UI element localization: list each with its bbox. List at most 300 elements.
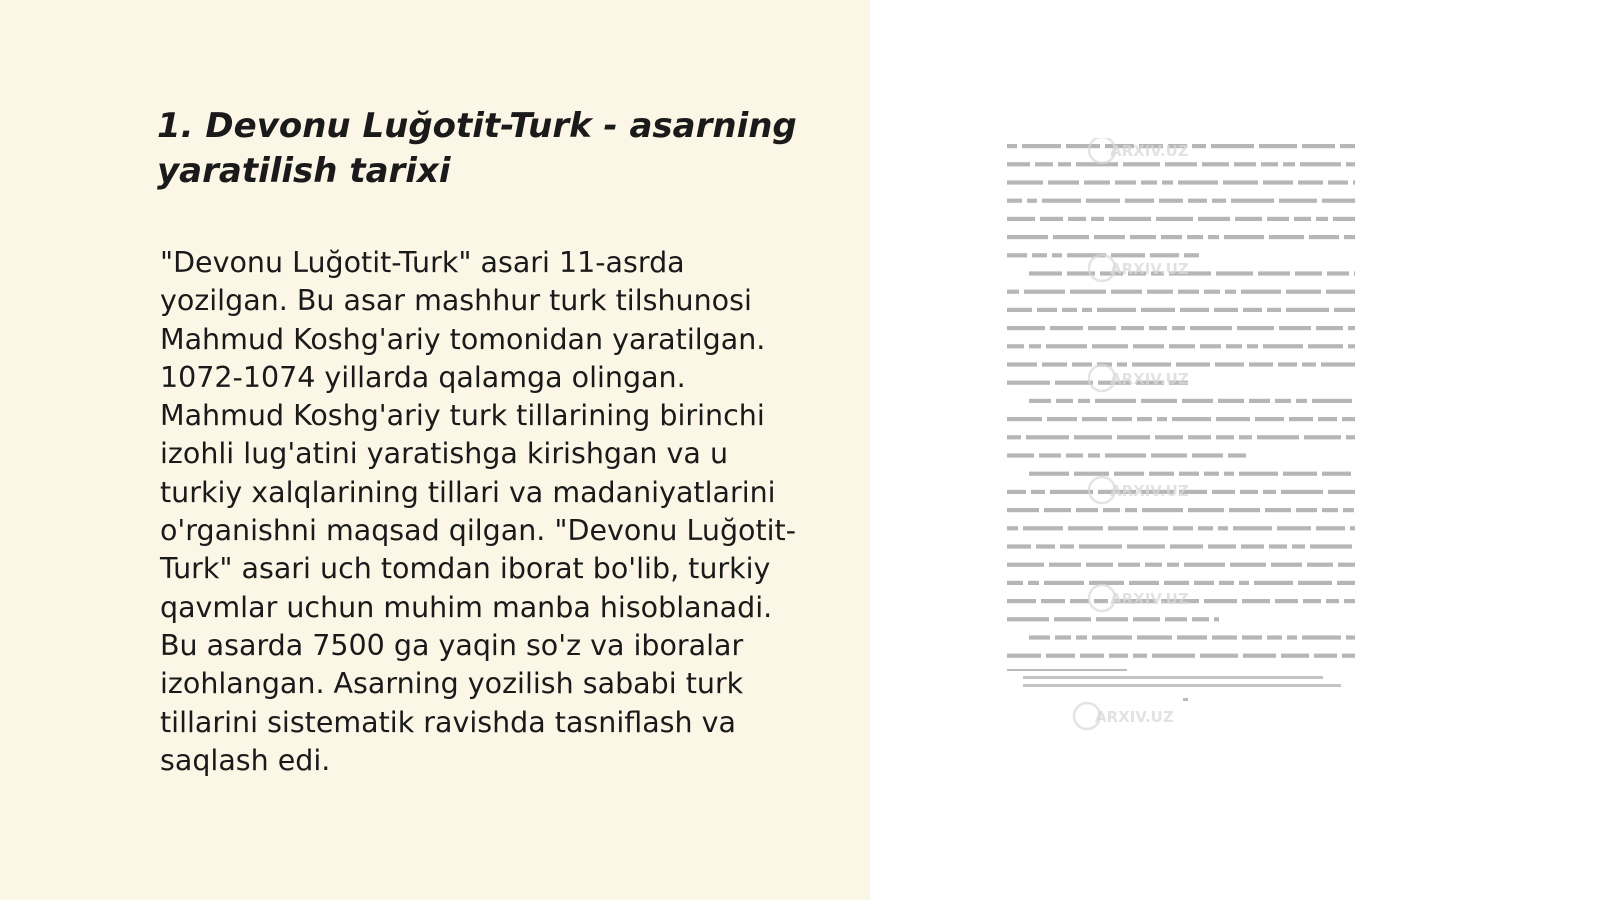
text-line-word (1111, 253, 1145, 257)
watermark-text: ARXIV.UZ (1110, 370, 1189, 388)
text-line-word (1180, 308, 1209, 312)
text-line-word (1091, 217, 1104, 221)
text-line-word (1040, 217, 1063, 221)
text-line-word (1117, 435, 1150, 439)
text-line-word (1202, 162, 1229, 166)
text-line-word (1241, 544, 1264, 548)
text-line-word (1046, 654, 1075, 658)
text-line-word (1194, 581, 1214, 585)
text-line-word (1032, 253, 1047, 257)
text-line-word (1053, 235, 1089, 239)
text-line-word (1097, 308, 1136, 312)
footnote-line (1023, 676, 1323, 679)
text-line-word (1142, 508, 1183, 512)
slide-body-text (160, 244, 840, 780)
text-line-word (1277, 526, 1311, 530)
text-line-word (1086, 563, 1113, 567)
text-line-word (1114, 472, 1144, 476)
text-line-word (1223, 180, 1258, 184)
text-line-word (1007, 435, 1021, 439)
text-line-word (1145, 563, 1162, 567)
text-line-word (1094, 235, 1125, 239)
text-line-word (1078, 399, 1090, 403)
text-line-word (1198, 217, 1230, 221)
text-line-word (1159, 199, 1183, 203)
text-line-word (1031, 490, 1045, 494)
text-line-word (1265, 508, 1291, 512)
text-line-word (1275, 399, 1291, 403)
text-line-word (1007, 144, 1017, 148)
text-line-word (1044, 508, 1071, 512)
text-line-word (1233, 526, 1272, 530)
text-line-word (1162, 180, 1173, 184)
text-line-word (1092, 635, 1132, 639)
text-line-word (1334, 308, 1355, 312)
slide-title (157, 104, 817, 194)
text-line-word (1123, 162, 1160, 166)
text-line-word (1076, 508, 1098, 512)
text-line-word (1218, 526, 1228, 530)
text-line-word (1216, 435, 1234, 439)
body-line: tillarini sistematik ravishda tasniflash va (160, 705, 736, 739)
text-line-word (1328, 180, 1348, 184)
text-line-word (1239, 472, 1278, 476)
text-line-word (1161, 235, 1182, 239)
text-line-word (1340, 144, 1355, 148)
text-line-word (1147, 290, 1173, 294)
text-line-word (1242, 635, 1262, 639)
text-line-word (1088, 453, 1100, 457)
text-line-word (1115, 180, 1136, 184)
text-line-word (1088, 326, 1116, 330)
text-line-word (1353, 180, 1355, 184)
text-line-word (1028, 581, 1039, 585)
text-line-word (1007, 508, 1039, 512)
text-line-word (1309, 235, 1339, 239)
text-line-word (1188, 199, 1207, 203)
text-line-word (1118, 563, 1140, 567)
text-line-word (1127, 544, 1165, 548)
text-line-word (1007, 490, 1026, 494)
text-line-word (1302, 144, 1335, 148)
text-line-word (1242, 599, 1270, 603)
text-line-word (1281, 654, 1309, 658)
watermark-text: ARXIV.UZ (1095, 708, 1174, 726)
text-line-word (1267, 308, 1281, 312)
text-line-word (1149, 326, 1167, 330)
text-line-word (1214, 617, 1219, 621)
text-line-word (1231, 199, 1274, 203)
text-line-word (1060, 544, 1074, 548)
text-line-word (1322, 199, 1355, 203)
text-line-word (1137, 635, 1172, 639)
text-line-word (1082, 417, 1107, 421)
text-line-word (1151, 453, 1187, 457)
text-line-word (1109, 217, 1151, 221)
text-line-word (1302, 362, 1316, 366)
text-line-word (1007, 581, 1023, 585)
text-line-word (1226, 344, 1242, 348)
text-line-word (1287, 635, 1297, 639)
text-line-word (1149, 472, 1174, 476)
text-line-word (1296, 399, 1307, 403)
text-line-word (1129, 581, 1159, 585)
text-line-word (1240, 490, 1258, 494)
text-line-word (1007, 308, 1032, 312)
text-line-word (1316, 217, 1328, 221)
text-line-word (1007, 526, 1018, 530)
text-line-word (1342, 417, 1355, 421)
text-line-word (1298, 180, 1323, 184)
text-line-word (1286, 308, 1329, 312)
slide-title-line-1: 1. Devonu Luğotit-Turk - asarning (157, 106, 797, 146)
text-line-word (1241, 290, 1281, 294)
text-line-word (1267, 635, 1282, 639)
text-line-word (1310, 544, 1352, 548)
text-line-word (1050, 326, 1083, 330)
body-line: turkiy xalqlarining tillari va madaniyatlarini (160, 475, 776, 509)
text-line-word (1141, 180, 1157, 184)
text-line-word (1007, 544, 1031, 548)
text-line-word (1312, 399, 1352, 403)
text-line-word (1200, 344, 1221, 348)
text-line-word (1204, 599, 1237, 603)
text-line-word (1165, 162, 1197, 166)
text-line-word (1022, 144, 1061, 148)
text-line-word (1058, 162, 1071, 166)
text-line-word (1007, 180, 1043, 184)
text-line-word (1326, 599, 1339, 603)
text-line-word (1235, 217, 1262, 221)
text-line-word (1286, 290, 1321, 294)
text-line-word (1234, 162, 1256, 166)
text-line-word (1198, 526, 1213, 530)
text-line-word (1215, 362, 1244, 366)
text-line-word (1103, 508, 1120, 512)
text-line-word (1156, 217, 1193, 221)
text-line-word (1172, 417, 1211, 421)
text-line-word (1111, 290, 1142, 294)
text-line-word (1328, 490, 1355, 494)
text-line-word (1084, 180, 1110, 184)
text-line-word (1212, 635, 1237, 639)
slide-title-line-2: yaratilish tarixi (157, 151, 451, 191)
text-line-word (1243, 308, 1262, 312)
text-line-word (1254, 581, 1293, 585)
page-number (1183, 698, 1188, 701)
text-line-word (1307, 563, 1333, 567)
text-line-word (1023, 526, 1063, 530)
body-line: "Devonu Luğotit-Turk" asari 11-asrda (160, 246, 685, 279)
text-line-word (1190, 326, 1232, 330)
text-line-word (1304, 435, 1341, 439)
text-line-word (1348, 326, 1355, 330)
text-line-word (1074, 435, 1112, 439)
text-line-word (1079, 544, 1122, 548)
text-line-word (1278, 362, 1297, 366)
text-line-word (1108, 526, 1138, 530)
text-line-word (1243, 654, 1276, 658)
text-line-word (1296, 508, 1317, 512)
text-line-word (1211, 144, 1254, 148)
text-line-word (1283, 472, 1317, 476)
text-line-word (1269, 544, 1287, 548)
text-line-word (1344, 599, 1355, 603)
text-line-word (1188, 435, 1211, 439)
text-line-word (1343, 508, 1354, 512)
text-line-word (1188, 508, 1224, 512)
text-line-word (1054, 617, 1091, 621)
text-line-word (1192, 453, 1223, 457)
text-line-word (1283, 162, 1295, 166)
text-line-word (1218, 399, 1244, 403)
text-line-word (1224, 472, 1234, 476)
text-line-word (1133, 654, 1147, 658)
text-line-word (1229, 508, 1260, 512)
text-line-word (1035, 162, 1053, 166)
watermark-text: ARXIV.UZ (1110, 482, 1189, 500)
text-line-word (1169, 344, 1195, 348)
body-line: Bu asarda 7500 ga yaqin so'z va iboralar (160, 628, 744, 662)
body-line: qavmlar uchun muhim manba hisoblanadi. (160, 590, 773, 624)
text-line-word (1072, 362, 1092, 366)
body-line: yozilgan. Bu asar mashhur turk tilshunosi (160, 284, 752, 318)
scanned-book-page-image (1007, 138, 1372, 738)
text-line-word (1263, 344, 1303, 348)
body-line: Turk" asari uch tomdan iborat bo'lib, turkiy (160, 552, 771, 586)
text-line-word (1249, 399, 1270, 403)
text-line-word (1141, 308, 1175, 312)
text-line-word (1056, 399, 1073, 403)
text-line-word (1237, 326, 1274, 330)
text-line-word (1046, 344, 1087, 348)
text-line-word (1177, 635, 1207, 639)
text-line-word (1316, 326, 1343, 330)
text-line-word (1214, 308, 1238, 312)
text-line-word (1230, 563, 1266, 567)
text-line-word (1279, 326, 1311, 330)
text-line-word (1212, 199, 1226, 203)
body-line: Mahmud Koshg'ariy turk tillarining birinchi (160, 399, 765, 433)
text-line-word (1318, 417, 1337, 421)
text-line-word (1289, 417, 1313, 421)
text-line-word (1029, 635, 1050, 639)
text-line-word (1292, 544, 1305, 548)
text-line-word (1007, 617, 1049, 621)
watermark-text: ARXIV.UZ (1110, 590, 1189, 608)
text-line-word (1050, 490, 1093, 494)
text-line-word (1170, 544, 1203, 548)
text-line-word (1044, 581, 1084, 585)
text-line-word (1095, 399, 1136, 403)
text-line-word (1298, 581, 1332, 585)
text-line-word (1212, 490, 1235, 494)
text-line-word (1255, 417, 1284, 421)
text-line-word (1295, 271, 1322, 275)
text-line-word (1039, 453, 1061, 457)
text-line-word (1143, 526, 1168, 530)
text-line-word (1321, 362, 1355, 366)
text-line-word (1327, 271, 1349, 275)
text-line-word (1092, 344, 1128, 348)
text-line-word (1348, 344, 1355, 348)
text-line-word (1109, 654, 1128, 658)
text-line-word (1007, 654, 1041, 658)
text-line-word (1121, 326, 1144, 330)
text-line-word (1055, 381, 1093, 385)
text-line-word (1247, 344, 1258, 348)
text-line-word (1130, 235, 1156, 239)
text-line-word (1007, 253, 1027, 257)
text-line-word (1007, 362, 1037, 366)
text-line-word (1263, 490, 1276, 494)
text-line-word (1157, 417, 1167, 421)
text-line-word (1042, 199, 1081, 203)
text-line-word (1281, 490, 1323, 494)
text-line-word (1173, 526, 1193, 530)
text-line-word (1096, 617, 1128, 621)
text-line-word (1055, 635, 1071, 639)
text-line-word (1037, 308, 1057, 312)
text-line-word (1074, 472, 1109, 476)
body-line: izohli lug'atini yaratishga kirishgan va u (160, 437, 729, 471)
watermark-text: ARXIV.UZ (1110, 142, 1189, 160)
text-line-word (1007, 453, 1034, 457)
text-line-word (1112, 417, 1132, 421)
text-line-word (1086, 199, 1120, 203)
text-line-word (1024, 290, 1065, 294)
text-line-word (1322, 508, 1338, 512)
text-line-word (1308, 344, 1343, 348)
text-line-word (1267, 217, 1289, 221)
text-line-word (1137, 417, 1152, 421)
text-line-word (1076, 635, 1087, 639)
text-line-word (1354, 271, 1355, 275)
text-line-word (1070, 599, 1089, 603)
text-line-word (1208, 235, 1219, 239)
text-line-word (1176, 362, 1210, 366)
text-line-word (1133, 344, 1164, 348)
text-line-word (1007, 417, 1042, 421)
text-line-word (1052, 253, 1062, 257)
scanned-page-illustration (1007, 138, 1372, 738)
text-line-word (1049, 563, 1081, 567)
footnote-line (1023, 684, 1341, 687)
text-line-word (1219, 581, 1234, 585)
text-line-word (1350, 526, 1355, 530)
text-line-word (1179, 472, 1199, 476)
text-line-word (1125, 199, 1154, 203)
text-line-word (1346, 435, 1355, 439)
text-line-word (1029, 344, 1041, 348)
text-line-word (1269, 235, 1304, 239)
text-line-word (1178, 290, 1199, 294)
text-line-word (1117, 362, 1127, 366)
text-line-word (1314, 654, 1337, 658)
text-line-word (1141, 399, 1177, 403)
body-line: o'rganishni maqsad qilgan. "Devonu Luğotit- (160, 514, 797, 548)
text-line-word (1259, 144, 1297, 148)
text-line-word (1007, 599, 1036, 603)
text-line-word (1294, 217, 1311, 221)
text-line-word (1007, 199, 1022, 203)
text-line-word (1208, 544, 1236, 548)
text-line-word (1224, 235, 1264, 239)
text-line-word (1105, 453, 1146, 457)
text-line-word (1027, 199, 1037, 203)
text-line-word (1225, 290, 1236, 294)
text-line-word (1344, 235, 1355, 239)
body-line: saqlash edi. (160, 743, 331, 777)
text-line-word (1300, 162, 1341, 166)
text-line-word (1029, 399, 1051, 403)
text-line-word (1271, 563, 1302, 567)
text-line-word (1316, 526, 1345, 530)
text-line-word (1029, 271, 1062, 275)
text-line-word (1228, 453, 1246, 457)
text-line-word (1150, 253, 1179, 257)
text-line-word (1333, 217, 1355, 221)
text-line-word (1342, 654, 1355, 658)
text-line-word (1187, 235, 1203, 239)
text-line-word (1338, 563, 1355, 567)
text-line-word (1036, 544, 1055, 548)
body-line: Mahmud Koshg'ariy tomonidan yaratilgan. (160, 322, 766, 356)
text-line-word (1216, 271, 1253, 275)
text-line-word (1326, 290, 1355, 294)
body-line: izohlangan. Asarning yozilish sababi turk (160, 667, 744, 701)
text-line-word (1275, 599, 1298, 603)
text-line-word (1047, 417, 1077, 421)
text-line-word (1132, 362, 1171, 366)
text-line-word (1007, 344, 1024, 348)
text-line-word (1007, 381, 1050, 385)
text-line-word (1029, 472, 1069, 476)
text-line-word (1167, 563, 1179, 567)
text-line-word (1080, 654, 1104, 658)
text-line-word (1204, 290, 1220, 294)
text-line-word (1192, 617, 1209, 621)
text-line-word (1337, 581, 1355, 585)
text-line-word (1066, 453, 1083, 457)
text-line-word (1068, 526, 1103, 530)
text-line-word (1007, 235, 1048, 239)
text-line-word (1249, 362, 1273, 366)
text-line-word (1258, 271, 1290, 275)
text-line-word (1182, 399, 1213, 403)
text-line-word (1178, 180, 1218, 184)
text-line-word (1346, 635, 1355, 639)
text-line-word (1200, 654, 1238, 658)
text-line-word (1094, 599, 1108, 603)
text-line-word (1070, 290, 1106, 294)
watermark-text: ARXIV.UZ (1110, 260, 1189, 278)
text-line-word (1216, 417, 1250, 421)
text-line-word (1346, 162, 1355, 166)
text-line-word (1062, 308, 1077, 312)
text-line-word (1184, 563, 1225, 567)
text-line-word (1192, 144, 1206, 148)
text-line-word (1152, 654, 1195, 658)
text-line-word (1089, 581, 1124, 585)
text-line-word (1172, 326, 1185, 330)
text-line-word (1082, 308, 1092, 312)
text-line-word (1322, 472, 1351, 476)
text-line-word (1165, 617, 1187, 621)
text-line-word (1007, 290, 1019, 294)
text-line-word (1026, 435, 1069, 439)
text-line-word (1048, 180, 1079, 184)
